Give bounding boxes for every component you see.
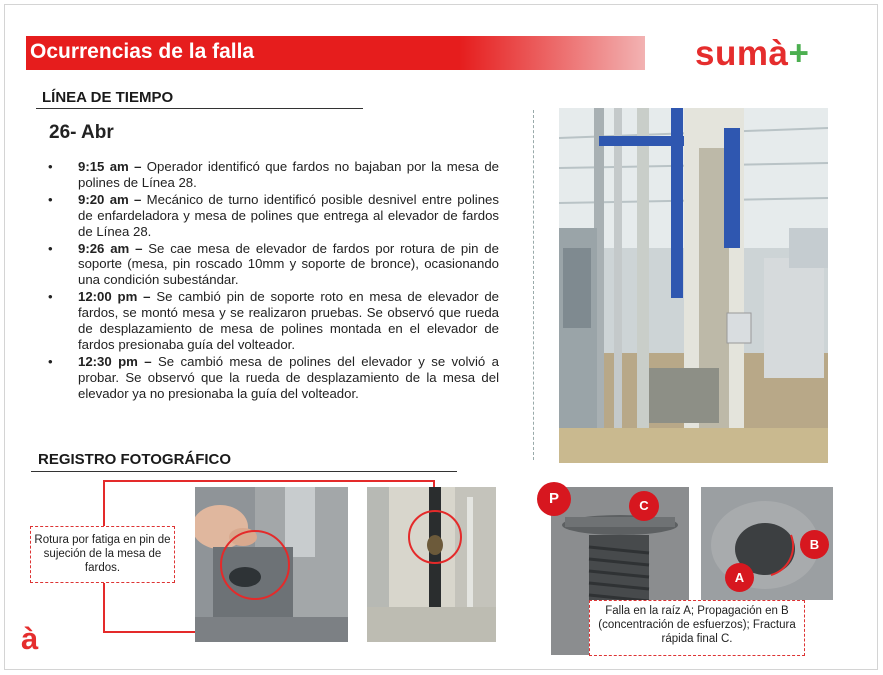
logo-plus-icon: + xyxy=(788,34,810,73)
event-text: Se cae mesa de elevador de fardos por rotura de pin de soporte (mesa, pin roscado 10mm y soporte de bronce), ocasionando una condición subestándar. xyxy=(78,240,499,288)
badge-b: B xyxy=(800,530,829,559)
timeline-item xyxy=(48,289,499,353)
photo-heading-rule xyxy=(31,471,457,472)
timeline-item xyxy=(48,241,499,289)
timeline-date: 26- Abr xyxy=(49,122,114,143)
badge-a: A xyxy=(725,563,754,592)
callout-connector-horizontal xyxy=(103,480,435,482)
fatigue-callout: Rotura por fatiga en pin de sujeción de la mesa de fardos. xyxy=(30,526,175,583)
column-divider xyxy=(533,110,534,460)
event-time: 12:00 pm – xyxy=(78,289,151,305)
event-text: Se cambió mesa de polines del elevador y se volvió a probar. Se observó que la rueda de desplazamiento de la mesa del elevador ya no presionaba la guía del volteador. xyxy=(78,353,499,401)
timeline-item xyxy=(48,192,499,240)
photo-heading: REGISTRO FOTOGRÁFICO xyxy=(38,451,232,468)
bullet-icon: • xyxy=(48,191,53,207)
bullet-icon: • xyxy=(48,240,53,256)
event-text: Mecánico de turno identificó posible desnivel entre polines de enfardeladora y mesa de polines que entrega al elevador de fardos de Línea 28. xyxy=(78,191,499,239)
timeline-list xyxy=(48,159,499,403)
timeline-heading-rule xyxy=(36,108,363,109)
wheel-guide-photo xyxy=(367,487,496,642)
callout-connector-bottom xyxy=(103,583,105,633)
brand-logo xyxy=(695,34,809,74)
timeline-item xyxy=(48,159,499,191)
timeline-item xyxy=(48,354,499,402)
event-time: 9:15 am – xyxy=(78,159,142,174)
bullet-icon: • xyxy=(48,289,53,305)
event-time: 9:20 am – xyxy=(78,191,142,207)
bullet-icon: • xyxy=(48,159,53,174)
timeline-heading: LÍNEA DE TIEMPO xyxy=(42,89,174,106)
elevator-machine-photo xyxy=(559,108,828,463)
event-text: Se cambió pin de soporte roto en mesa de elevador de fardos, se montó mesa y se realizaron pruebas. Se observó que rueda de desplazamiento de mesa de polines montada en el elevador de fardos presionaba guía del volteador. xyxy=(78,289,499,352)
event-time: 9:26 am – xyxy=(78,240,143,256)
logo-word: sumà xyxy=(695,34,789,73)
badge-c: C xyxy=(629,491,659,521)
callout-connector-base xyxy=(103,631,195,633)
event-text: Operador identificó que fardos no bajaban por la mesa de polines de Línea 28. xyxy=(78,159,499,190)
failure-analysis-callout: Falla en la raíz A; Propagación en B (concentración de esfuerzos); Fractura rápida final C. xyxy=(589,600,805,656)
slide-title: Ocurrencias de la falla xyxy=(30,40,255,63)
fracture-closeup-photo xyxy=(195,487,348,642)
event-time: 12:30 pm – xyxy=(78,353,152,369)
badge-p: P xyxy=(537,482,571,516)
bullet-icon: • xyxy=(48,353,53,369)
callout-connector-top xyxy=(103,480,105,528)
footer-logo-icon: à xyxy=(21,621,39,656)
